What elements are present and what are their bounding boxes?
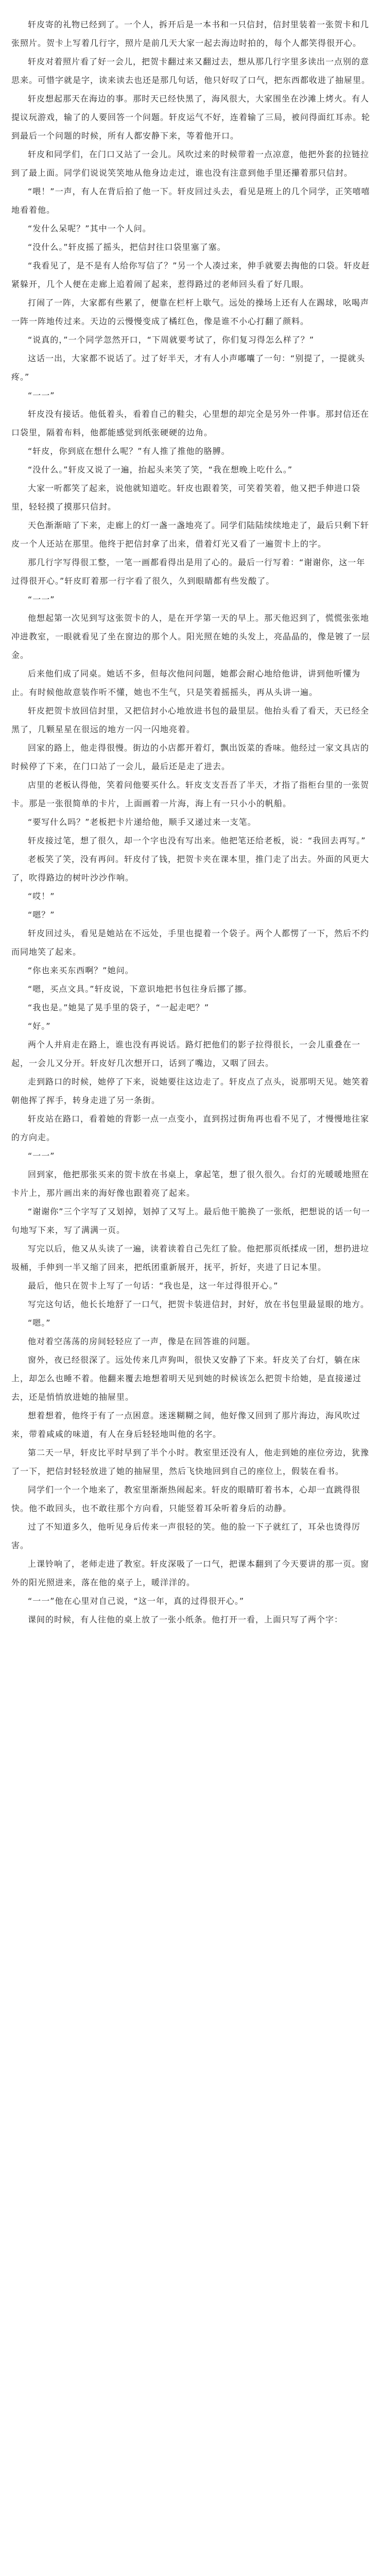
paragraph: 天色渐渐暗了下来，走廊上的灯一盏一盏地亮了。同学们陆陆续续地走了，最后只剩下轩皮一个人还站在那里。他终于把信封拿了出来，借着灯光又看了一遍贺卡上的字。 — [11, 520, 370, 549]
paragraph: “我看见了，是不是有人给你写信了？”另一个人凑过来，伸手就要去掏他的口袋。轩皮赶紧躲开，几个人便在走廊上追着闹了起来，惹得路过的老师回头看了好几眼。 — [11, 261, 370, 289]
paragraph: “发什么呆呢？”其中一个人问。 — [28, 224, 151, 233]
paragraph: “轩皮，你到底在想什么呢？”有人推了推他的胳膊。 — [28, 446, 230, 456]
paragraph: 他想起第一次见到写这张贺卡的人，是在开学第一天的早上。那天他迟到了，慌慌张张地冲进教室，一眼就看见了坐在窗边的那个人。阳光照在她的头发上，亮晶晶的，像是镀了一层金。 — [11, 613, 371, 660]
paragraph: 回家的路上，他走得很慢。街边的小店都开着灯，飘出饭菜的香味。他经过一家文具店的时候停了下来，在门口站了一会儿，最后还是走了进去。 — [11, 743, 370, 771]
paragraph: 大家一听都笑了起来，说他就知道吃。轩皮也跟着笑，可笑着笑着，他又把手伸进口袋里，轻轻摸了摸那只信封。 — [11, 483, 361, 512]
paragraph: 轩皮站在路口，看着她的背影一点一点变小，直到拐过街角再也看不见了，才慢慢地往家的方向走。 — [11, 1114, 370, 1142]
paragraph: 上课铃响了，老师走进了教室。轩皮深吸了一口气，把课本翻到了今天要讲的那一页。窗外的阳光照进来，落在他的桌子上，暖洋洋的。 — [11, 1559, 370, 1587]
paragraph: “要写什么吗？”老板把卡片递给他，顺手又递过来一支笔。 — [28, 817, 256, 827]
paragraph: 轩皮寄的礼物已经到了。一个人，拆开后是一本书和一只信封，信封里装着一张贺卡和几张照片。贺卡上写着几行字，照片是前几天大家一起去海边时拍的，每个人都笑得很开心。 — [11, 20, 370, 48]
paragraph: “一一” — [28, 1151, 55, 1161]
paragraph: 两个人并肩走在路上，谁也没有再说话。路灯把他们的影子拉得很长，一会儿重叠在一起，一会儿又分开。轩皮好几次想开口，话到了嘴边，又咽了回去。 — [11, 1040, 361, 1068]
paragraph: “嗯，买点文具。”轩皮说，下意识地把书包往身后挪了挪。 — [28, 984, 252, 994]
paragraph: 这话一出，大家都不说话了。过了好半天，才有人小声嘟囔了一句：“别提了，一提就头疼。” — [11, 353, 366, 382]
paragraph: 轩皮回过头，看见是她站在不远处，手里也提着一个袋子。两个人都愣了一下，然后不约而同地笑了起来。 — [11, 928, 370, 957]
paragraph: 后来他们成了同桌。她话不多，但每次他问问题，她都会耐心地给他讲，讲到他听懂为止。有时候他故意装作听不懂，她也不生气，只是笑着摇摇头，再从头讲一遍。 — [11, 669, 361, 697]
paragraph: 他对着空荡荡的房间轻轻应了一声，像是在回答谁的问题。 — [28, 1336, 256, 1346]
paragraph: 窗外，夜已经很深了。远处传来几声狗叫，很快又安静了下来。轩皮关了台灯，躺在床上，却怎么也睡不着。他翻来覆去地想着明天见到她的时候该怎么把贺卡给她，是直接递过去，还是悄悄放进她的抽屉里。 — [11, 1355, 362, 1402]
paragraph: 轩皮没有接话。他低着头，看着自己的鞋尖，心里想的却完全是另外一件事。那封信还在口袋里，隔着布料，他都能感觉到纸张硬硬的边角。 — [11, 409, 370, 437]
paragraph: 店里的老板认得他，笑着问他要买什么。轩皮支支吾吾了半天，才指了指柜台里的一张贺卡。那是一张很简单的卡片，上面画着一片海，海上有一只小小的帆船。 — [11, 780, 370, 808]
paragraph: 想着想着，他终于有了一点困意。迷迷糊糊之间，他好像又回到了那片海边，海风吹过来，带着咸咸的味道，有人在身后轻轻地叫他的名字。 — [11, 1411, 361, 1439]
article-body — [11, 15, 372, 1629]
paragraph: “好。” — [28, 1021, 51, 1031]
paragraph: 课间的时候，有人往他的桌上放了一张小纸条。他打开一看，上面只写了两个字： — [28, 1615, 343, 1624]
paragraph: “一一” — [28, 391, 55, 400]
paragraph: 过了不知道多久，他听见身后传来一声很轻的笑。他的脸一下子就红了，耳朵也烫得厉害。 — [11, 1522, 361, 1550]
paragraph: 轩皮和同学们，在门口又站了一会儿。风吹过来的时候带着一点凉意，他把外套的拉链拉到了最上面。同学们说说笑笑地从他身边走过，谁也没有注意到他手里还攥着那只信封。 — [11, 149, 370, 178]
paragraph: 轩皮想起那天在海边的事。那时天已经快黑了，海风很大，大家围坐在沙滩上烤火。有人提议玩游戏，输了的人要回答一个问题。轩皮运气不好，连着输了三局，被问得面红耳赤。轮到最后一个问题的时候，所有人都安静下来，等着他开口。 — [11, 94, 371, 141]
paragraph: 轩皮接过笔，想了很久，却一个字也没有写出来。他把笔还给老板，说：“我回去再写。” — [28, 836, 366, 845]
paragraph: “一一”他在心里对自己说，“这一年，真的过得很开心。” — [28, 1596, 245, 1606]
paragraph: “没什么。”轩皮又说了一遍，抬起头来笑了笑，“我在想晚上吃什么。” — [28, 465, 293, 474]
paragraph: 同学们一个一个地来了，教室里渐渐热闹起来。轩皮的眼睛盯着书本，心却一直跳得很快。他不敢回头，也不敢往那个方向看，只能竖着耳朵听着身后的动静。 — [11, 1485, 361, 1513]
paragraph: 轩皮把贺卡放回信封里，又把信封小心地放进书包的最里层。他抬头看了看天，天已经全黑了，几颗星星在很远的地方一闪一闪地亮着。 — [11, 706, 370, 734]
paragraph: 老板笑了笑，没有再问。轩皮付了钱，把贺卡夹在课本里，推门走了出去。外面的风更大了，吹得路边的树叶沙沙作响。 — [11, 854, 370, 883]
paragraph: “哎！” — [28, 891, 55, 901]
paragraph: 那几行字写得很工整，一笔一画都看得出是用了心的。最后一行写着：“谢谢你，这一年过得很开心。”轩皮盯着那一行字看了很久，久到眼睛都有些发酸了。 — [11, 557, 366, 586]
paragraph: “我也是。”她晃了晃手里的袋子，“一起走吧？” — [28, 1003, 210, 1012]
paragraph: “嗯。” — [28, 1318, 51, 1328]
paragraph: 走到路口的时候，她停了下来，说她要往这边走了。轩皮点了点头，说那明天见。她笑着朝他挥了挥手，转身走进了另一条街。 — [11, 1077, 370, 1105]
paragraph: “说真的，”一个同学忽然开口，“下周就要考试了，你们复习得怎么样了？” — [28, 335, 315, 345]
paragraph: “嗯？” — [28, 910, 55, 920]
paragraph: 写完以后，他又从头读了一遍，读着读着自己先红了脸。他把那页纸揉成一团，想扔进垃圾桶，手伸到一半又缩了回来，把纸团重新展开，抚平，折好，夹进了日记本里。 — [11, 1244, 370, 1272]
paragraph: 打闹了一阵，大家都有些累了，便靠在栏杆上歇气。远处的操场上还有人在踢球，吆喝声一阵一阵地传过来。天边的云慢慢变成了橘红色，像是谁不小心打翻了颜料。 — [11, 298, 370, 326]
paragraph: “谢谢你”三个字写了又划掉，划掉了又写上。最后他干脆换了一张纸，把想说的话一句一句地写下来，写了满满一页。 — [11, 1207, 370, 1235]
paragraph: “喂！”一声，有人在背后拍了他一下。轩皮回过头去，看见是班上的几个同学，正笑嘻嘻地看着他。 — [11, 187, 370, 215]
paragraph: 第二天一早，轩皮比平时早到了半个小时。教室里还没有人，他走到她的座位旁边，犹豫了一下，把信封轻轻放进了她的抽屉里，然后飞快地回到自己的座位上，假装在看书。 — [11, 1448, 370, 1476]
paragraph: “没什么。”轩皮摇了摇头，把信封往口袋里塞了塞。 — [28, 242, 226, 252]
paragraph: 写完这句话，他长长地舒了一口气，把贺卡装进信封，封好，放在书包里最显眼的地方。 — [28, 1299, 370, 1309]
paragraph: “你也来买东西啊？”她问。 — [28, 965, 134, 975]
paragraph: “一一” — [28, 595, 55, 604]
paragraph: 轩皮对着照片看了好一会儿，把贺卡翻过来又翻过去，想从那几行字里多读出一点别的意思来。可惜字就是字，读来读去也还是那几句话，他只好叹了口气，把东西都收进了抽屉里。 — [11, 57, 371, 85]
paragraph: 回到家，他把那张买来的贺卡放在书桌上，拿起笔，想了很久很久。台灯的光暖暖地照在卡片上，那片画出来的海好像也跟着亮了起来。 — [11, 1170, 370, 1198]
paragraph: 最后，他只在贺卡上写了一句话：“我也是，这一年过得很开心。” — [28, 1281, 279, 1291]
